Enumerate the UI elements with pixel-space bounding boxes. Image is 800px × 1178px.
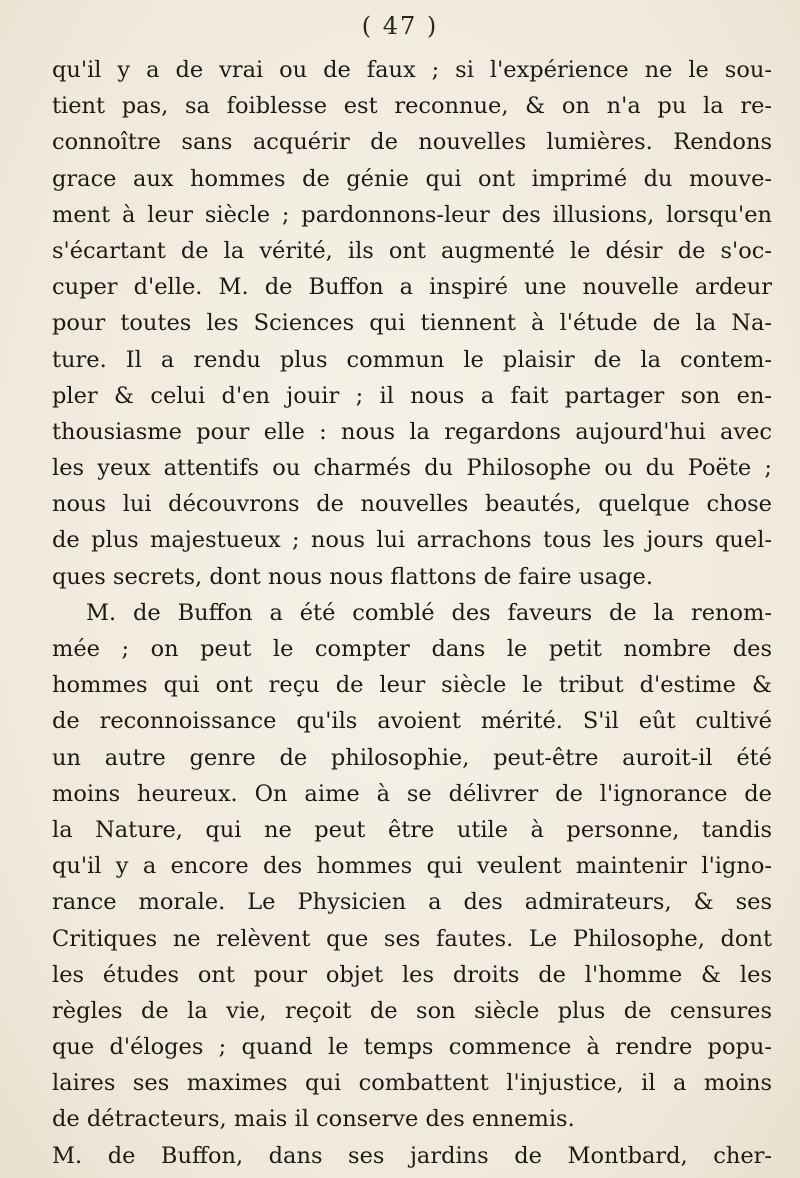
text-line: ment à leur siècle ; pardonnons-leur des illusions, lorsqu'en — [52, 201, 772, 228]
text-line: M. de Buffon, dans ses jardins de Montbard, cher- — [52, 1142, 772, 1169]
text-line: thousiasme pour elle : nous la regardons aujourd'hui avec — [52, 418, 772, 445]
text-line: la Nature, qui ne peut être utile à personne, tandis — [52, 816, 772, 843]
text-line: les études ont pour objet les droits de l'homme & les — [52, 961, 772, 988]
text-line: nous lui découvrons de nouvelles beautés, quelque chose — [52, 491, 772, 518]
text-line: de reconnoissance qu'ils avoient mérité. S'il eût cultivé — [52, 708, 772, 735]
text-line: pour toutes les Sciences qui tiennent à l'étude de la Na- — [52, 310, 772, 337]
text-line: rance morale. Le Physicien a des admirateurs, & ses — [52, 889, 772, 916]
text-line: tient pas, sa foiblesse est reconnue, & on n'a pu la re- — [52, 93, 772, 120]
text-line: cuper d'elle. M. de Buffon a inspiré une nouvelle ardeur — [52, 274, 772, 301]
text-line: que d'éloges ; quand le temps commence à rendre popu- — [52, 1034, 772, 1061]
text-line: ques secrets, dont nous nous flattons de faire usage. — [52, 563, 654, 590]
text-line: de plus majestueux ; nous lui arrachons tous les jours quel- — [52, 527, 772, 554]
text-line: Critiques ne relèvent que ses fautes. Le Philosophe, dont — [52, 925, 772, 952]
text-line: ture. Il a rendu plus commun le plaisir de la contem- — [52, 346, 772, 373]
body-text — [52, 52, 772, 1174]
text-line: moins heureux. On aime à se délivrer de l'ignorance de — [52, 780, 772, 807]
text-line: qu'il y a de vrai ou de faux ; si l'expérience ne le sou- — [52, 57, 772, 83]
text-line: qu'il y a encore des hommes qui veulent maintenir l'igno- — [52, 853, 772, 880]
text-line: M. de Buffon a été comblé des faveurs de la renom- — [86, 599, 772, 626]
text-line: mée ; on peut le compter dans le petit nombre des — [52, 636, 772, 662]
text-line: pler & celui d'en jouir ; il nous a fait partager son en- — [52, 382, 772, 409]
text-line: les yeux attentifs ou charmés du Philosophe ou du Poëte ; — [52, 455, 772, 482]
text-line: connoître sans acquérir de nouvelles lumières. Rendons — [52, 129, 772, 156]
text-line: un autre genre de philosophie, peut-être auroit-il été — [52, 744, 772, 771]
text-line: de détracteurs, mais il conserve des ennemis. — [52, 1106, 575, 1133]
text-line: hommes qui ont reçu de leur siècle le tribut d'estime & — [52, 672, 772, 699]
text-line: s'écartant de la vérité, ils ont augmenté le désir de s'oc- — [52, 237, 772, 264]
text-line: grace aux hommes de génie qui ont imprimé du mouve- — [52, 165, 772, 192]
text-line: laires ses maximes qui combattent l'injustice, il a moins — [52, 1070, 772, 1097]
page-number: ( 47 ) — [361, 12, 439, 40]
text-line: règles de la vie, reçoit de son siècle plus de censures — [52, 997, 772, 1024]
